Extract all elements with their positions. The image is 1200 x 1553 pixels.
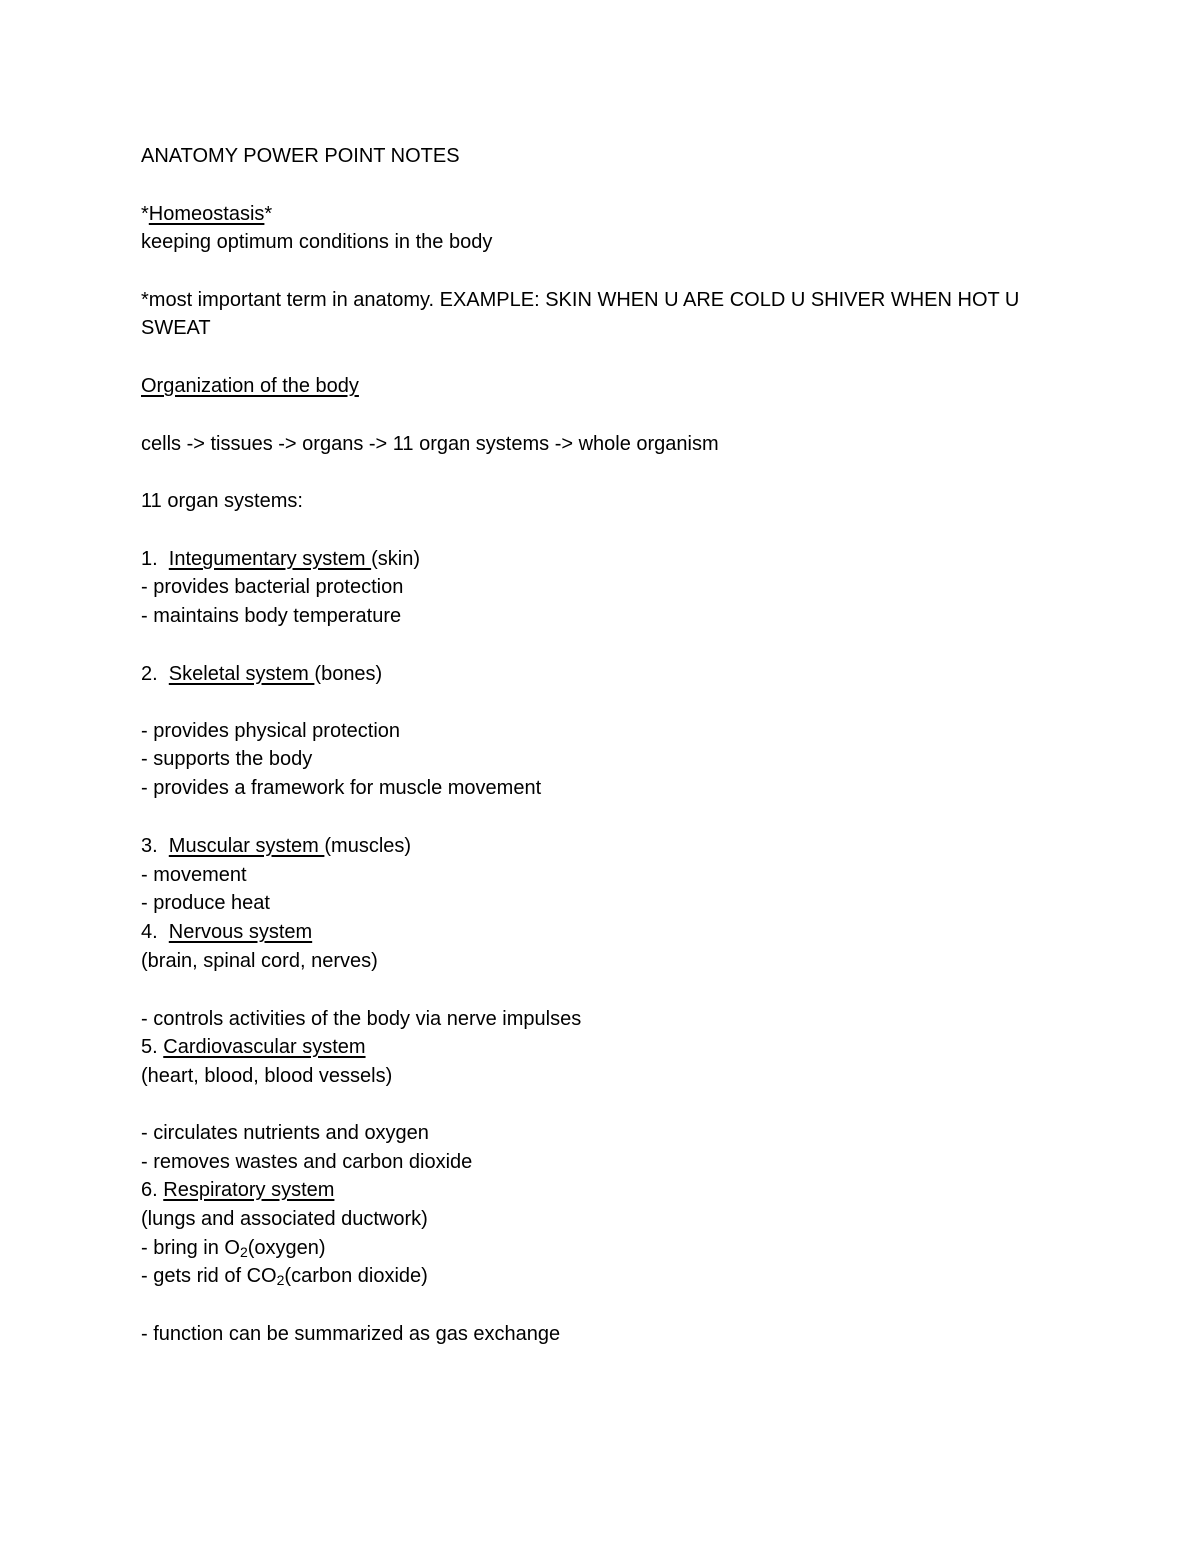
co2-paren: (carbon dioxide) <box>284 1265 428 1287</box>
system-1-heading <box>141 545 420 573</box>
oxygen-paren: (oxygen) <box>247 1237 326 1259</box>
system-4-heading <box>141 918 312 946</box>
document-title: ANATOMY POWER POINT NOTES <box>141 145 460 167</box>
system-5-point: - removes wastes and carbon dioxide <box>141 1151 473 1173</box>
homeostasis-definition: keeping optimum conditions in the body <box>141 231 493 253</box>
system-4-name: Nervous system <box>168 921 313 943</box>
system-3-heading <box>141 832 411 860</box>
oxygen-subscript: 2 <box>239 1244 248 1260</box>
homeostasis-note-line2: SWEAT <box>141 317 211 339</box>
system-2-number: 2. <box>141 663 169 685</box>
system-6-heading <box>141 1176 334 1204</box>
homeostasis-heading-line <box>141 200 272 228</box>
system-6-paren: (lungs and associated ductwork) <box>141 1208 428 1230</box>
system-3-number: 3. <box>141 835 169 857</box>
system-1-paren: (skin) <box>371 548 420 570</box>
system-5-name: Cardiovascular system <box>163 1036 366 1058</box>
system-2-paren: (bones) <box>314 663 383 685</box>
systems-intro: 11 organ systems: <box>141 490 303 512</box>
system-3-point: - movement <box>141 864 247 886</box>
system-2-heading <box>141 660 382 688</box>
system-4-number: 4. <box>141 921 169 943</box>
system-1-number: 1. <box>141 548 169 570</box>
system-1-point: - provides bacterial protection <box>141 576 404 598</box>
system-6-point-co2 <box>141 1262 428 1294</box>
system-5-number: 5. <box>141 1036 164 1058</box>
co2-text: - gets rid of CO <box>141 1265 277 1287</box>
system-2-point: - provides physical protection <box>141 720 401 742</box>
system-5-paren: (heart, blood, blood vessels) <box>141 1065 393 1087</box>
organization-hierarchy: cells -> tissues -> organs -> 11 organ systems -> whole organism <box>141 433 719 455</box>
system-6-name: Respiratory system <box>163 1179 335 1201</box>
system-3-point: - produce heat <box>141 892 270 914</box>
system-4-paren: (brain, spinal cord, nerves) <box>141 950 378 972</box>
system-1-name: Integumentary system <box>168 548 372 570</box>
co2-subscript: 2 <box>276 1272 285 1288</box>
system-2-name: Skeletal system <box>168 663 315 685</box>
system-3-name: Muscular system <box>168 835 325 857</box>
homeostasis-note-line1: *most important term in anatomy. EXAMPLE: SKIN WHEN U ARE COLD U SHIVER WHEN HOT U <box>141 289 1020 311</box>
system-6-number: 6. <box>141 1179 164 1201</box>
system-1-point: - maintains body temperature <box>141 605 402 627</box>
system-5-point: - circulates nutrients and oxygen <box>141 1122 429 1144</box>
system-4-point: - controls activities of the body via nerve impulses <box>141 1008 582 1030</box>
homeostasis-heading: Homeostasis <box>148 203 265 225</box>
organization-heading: Organization of the body <box>141 375 359 397</box>
system-2-point: - supports the body <box>141 748 313 770</box>
system-6-summary: - function can be summarized as gas exchange <box>141 1323 561 1345</box>
asterisk-prefix: * <box>141 203 149 225</box>
system-2-point: - provides a framework for muscle movement <box>141 777 542 799</box>
oxygen-text: - bring in O <box>141 1237 240 1259</box>
system-5-heading <box>141 1033 366 1061</box>
system-3-paren: (muscles) <box>324 835 412 857</box>
asterisk-suffix: * <box>264 203 273 225</box>
